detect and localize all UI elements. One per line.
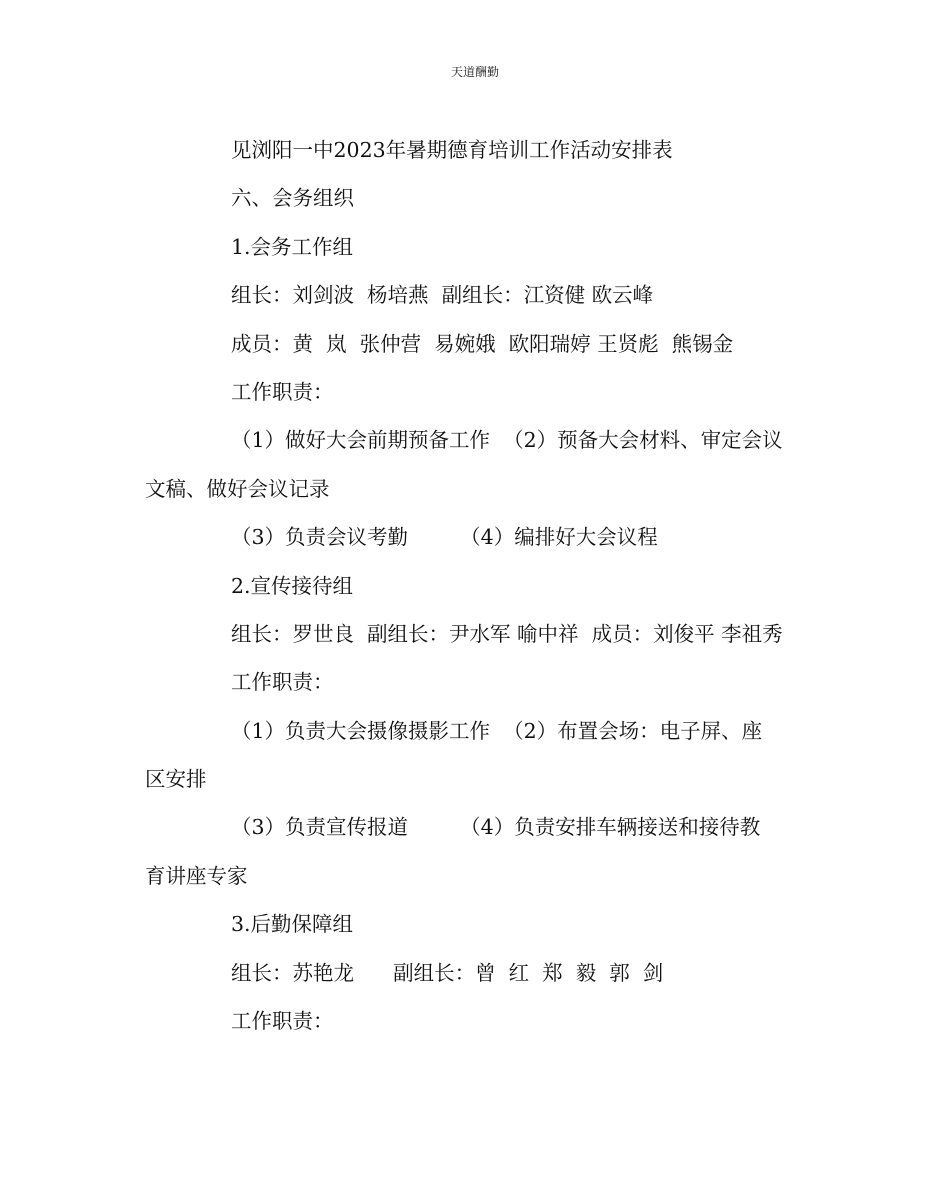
meeting-group-duty-line: （1）做好大会前期预备工作 （2）预备大会材料、审定会议 bbox=[231, 428, 783, 453]
subsection-heading-logistics-group: 3.后勤保障组 bbox=[231, 912, 354, 937]
publicity-group-duty-line: （3）负责宣传报道 （4）负责安排车辆接送和接待教 bbox=[231, 815, 761, 840]
section-heading-meeting-organization: 六、会务组织 bbox=[231, 186, 354, 211]
publicity-group-duty-line-continued: 育讲座专家 bbox=[145, 863, 248, 888]
document-body bbox=[145, 126, 815, 1045]
subsection-heading-publicity-reception-group: 2.宣传接待组 bbox=[231, 573, 354, 598]
logistics-group-leaders: 组长：苏艳龙 副组长：曾 红 郑 毅 郭 剑 bbox=[231, 960, 664, 985]
schedule-reference-line: 见浏阳一中2023年暑期德育培训工作活动安排表 bbox=[231, 138, 673, 162]
page-header: 天道酬勤 bbox=[450, 65, 499, 79]
meeting-group-members: 成员：黄 岚 张仲营 易婉娥 欧阳瑞婷 王贤彪 熊锡金 bbox=[231, 331, 734, 356]
subsection-heading-meeting-work-group: 1.会务工作组 bbox=[231, 234, 354, 259]
publicity-group-leaders-members: 组长：罗世良 副组长：尹水军 喻中祥 成员：刘俊平 李祖秀 bbox=[231, 621, 783, 646]
publicity-group-duty-line: （1）负责大会摄像摄影工作 （2）布置会场：电子屏、座 bbox=[231, 718, 763, 743]
meeting-group-duty-line: （3）负责会议考勤 （4）编排好大会议程 bbox=[231, 525, 658, 550]
logistics-group-duties-label: 工作职责： bbox=[231, 1009, 334, 1034]
meeting-group-duties-label: 工作职责： bbox=[231, 379, 334, 404]
publicity-group-duties-label: 工作职责： bbox=[231, 670, 334, 695]
publicity-group-duty-line-continued: 区安排 bbox=[145, 767, 207, 792]
meeting-group-leaders: 组长：刘剑波 杨培燕 副组长：江资健 欧云峰 bbox=[231, 283, 654, 308]
meeting-group-duty-line-continued: 文稿、做好会议记录 bbox=[145, 476, 330, 501]
